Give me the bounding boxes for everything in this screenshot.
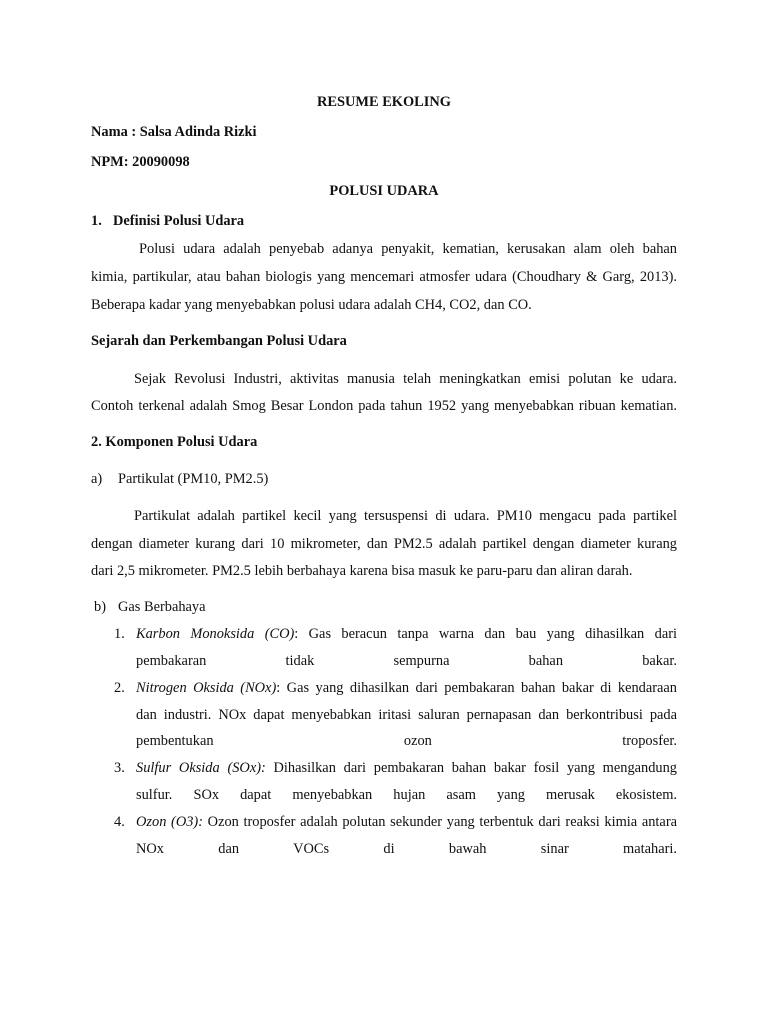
list-item-continuation: pembentukan ozon troposfer. xyxy=(136,733,677,749)
paragraph-line: Polusi udara adalah penyebab adanya penyakit, kematian, kerusakan alam oleh bahan xyxy=(139,241,677,257)
paragraph-line: kimia, partikular, atau bahan biologis yang mencemari atmosfer udara (Choudhary & Garg, 2013). xyxy=(91,269,677,285)
list-item: Karbon Monoksida (CO): Gas beracun tanpa warna dan bau yang dihasilkan dari xyxy=(136,626,678,642)
list-item-number: 4. xyxy=(114,814,125,830)
history-heading: Sejarah dan Perkembangan Polusi Udara xyxy=(91,333,347,349)
section-1-number: 1. xyxy=(91,213,102,229)
list-item-number: 3. xyxy=(114,760,125,776)
list-marker-a: a) xyxy=(91,471,103,487)
list-marker-b: b) xyxy=(94,599,106,615)
subheading-gases: Gas Berbahaya xyxy=(118,599,206,615)
list-item-continuation: NOx dan VOCs di bawah sinar matahari. xyxy=(136,841,677,857)
section-1-heading: Definisi Polusi Udara xyxy=(113,213,245,229)
paragraph-line: Partikulat adalah partikel kecil yang tersuspensi di udara. PM10 mengacu pada partikel xyxy=(134,508,677,524)
topic-title: POLUSI UDARA xyxy=(329,183,439,199)
paragraph-line: dengan diameter kurang dari 10 mikrometer, dan PM2.5 adalah partikel dengan diameter kurang xyxy=(91,536,677,552)
author-name: Nama : Salsa Adinda Rizki xyxy=(91,124,257,140)
term-sox: Sulfur Oksida (SOx): xyxy=(136,760,266,776)
list-item: Nitrogen Oksida (NOx): Gas yang dihasilkan dari pembakaran bahan bakar di kendaraan xyxy=(136,680,677,696)
term-co: Karbon Monoksida (CO) xyxy=(136,626,295,642)
list-item-number: 2. xyxy=(114,680,125,696)
section-2-heading: 2. Komponen Polusi Udara xyxy=(91,434,258,450)
list-item: Ozon (O3): Ozon troposfer adalah polutan sekunder yang terbentuk dari reaksi kimia antara xyxy=(136,814,678,830)
term-nox: Nitrogen Oksida (NOx) xyxy=(136,680,277,696)
list-item-continuation: dan industri. NOx dapat menyebabkan iritasi saluran pernapasan dan berkontribusi pada xyxy=(136,707,677,723)
paragraph-line: Beberapa kadar yang menyebabkan polusi udara adalah CH4, CO2, dan CO. xyxy=(91,297,532,313)
paragraph-line: dari 2,5 mikrometer. PM2.5 lebih berbahaya karena bisa masuk ke paru-paru dan aliran darah. xyxy=(91,563,633,579)
paragraph-line: Contoh terkenal adalah Smog Besar London pada tahun 1952 yang menyebabkan ribuan kematian. xyxy=(91,398,677,414)
list-item-number: 1. xyxy=(114,626,125,642)
subheading-particulate: Partikulat (PM10, PM2.5) xyxy=(118,471,269,487)
list-item: Sulfur Oksida (SOx): Dihasilkan dari pembakaran bahan bakar fosil yang mengandung xyxy=(136,760,678,776)
document-title: RESUME EKOLING xyxy=(317,94,451,110)
term-ozone: Ozon (O3): xyxy=(136,814,204,830)
paragraph-line: Sejak Revolusi Industri, aktivitas manusia telah meningkatkan emisi polutan ke udara. xyxy=(134,371,677,387)
list-item-continuation: sulfur. SOx dapat menyebabkan hujan asam yang merusak ekosistem. xyxy=(136,787,677,803)
list-item-continuation: pembakaran tidak sempurna bahan bakar. xyxy=(136,653,677,669)
student-id: NPM: 20090098 xyxy=(91,154,190,170)
